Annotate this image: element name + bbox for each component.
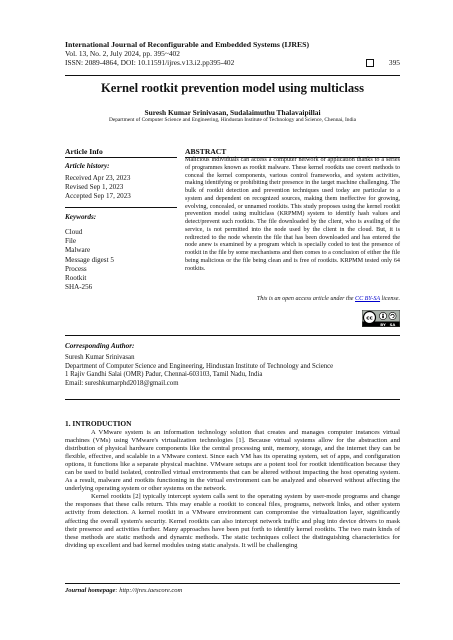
section-heading: 1. INTRODUCTION [65, 419, 132, 428]
footer-label: Journal homepage [65, 587, 116, 594]
intro-body [65, 429, 400, 550]
history-accepted: Accepted Sep 17, 2023 [65, 192, 131, 200]
badge-sa-text: SA [389, 321, 396, 327]
corr-name: Suresh Kumar Srinivasan [65, 354, 135, 361]
open-access-note [185, 296, 400, 302]
history-received: Received Apr 23, 2023 [65, 174, 131, 182]
issn-row [65, 58, 400, 67]
footer-rule [65, 583, 400, 584]
keyword: Cloud [65, 228, 83, 236]
page-number: 395 [388, 58, 400, 67]
article-history [65, 174, 177, 201]
license-link[interactable]: CC BY-SA [355, 296, 381, 302]
corresponding-rule [65, 335, 400, 336]
cc-by-sa-badge-icon[interactable] [362, 310, 400, 327]
abstract-text: Malicious individuals can access a computer network or application thanks to a series of programmes known as rootkit malware. These kernel rootkits use covert methods to conceal the kernel components, various control frameworks, and system activities, making identifying or prohibiting their presence in the target machine challenging. The bulk of rootkit detection and prevention techniques used today are particular to a system and dependent on recognized sources, making them ineffective for growing, evolving, concealed, or unnamed rootkits. This study proposes using the kernel rootkit prevention model using multiclass (KRPMM) system to identify hash values and detect/prevent such rootkits. The file downloaded by the client, who is availing of the service, is not permitted into the node used by the client in the cloud. But, it is redirected to the node wherein the file that has been downloaded and has entered the node anew is examined by a program which is specially coded to test the presence of rootkit in the file by some mechanisms and then comes to a conclusion of either the file being malicious or the file being clean and is free of rootkits. KRPMM tested only 64 rootkits. [185, 157, 400, 272]
corresponding-heading: Corresponding Author: [65, 342, 135, 350]
corr-email: Email: sureshkumarphd2018@gmail.com [65, 379, 179, 387]
article-info-heading: Article Info [65, 147, 103, 156]
keyword: Process [65, 264, 87, 273]
running-header [65, 40, 400, 67]
corresponding-bottom-rule [65, 399, 400, 400]
open-access-suffix: license. [380, 296, 400, 302]
volume-info: Vol. 13, No. 2, July 2024, pp. 395~402 [65, 49, 180, 58]
abstract-heading: ABSTRACT [185, 147, 227, 156]
paper-title: Kernel rootkit prevention model using multiclass [101, 81, 364, 95]
journal-name: International Journal of Reconfigurable and Embedded Systems (IJRES) [65, 40, 310, 49]
keywords-heading: Keywords: [65, 213, 97, 221]
badge-by-text: BY [380, 321, 386, 327]
checkbox-icon [366, 59, 374, 67]
badge-cc-text: cc [366, 315, 373, 322]
authors: Suresh Kumar Srinivasan, Sudalaimuthu Thalavaipillai [144, 108, 321, 117]
history-heading: Article history: [65, 162, 110, 170]
header-rule [65, 75, 400, 76]
issn-doi: ISSN: 2089-4864, DOI: 10.11591/ijres.v13.i2.pp395-402 [65, 58, 235, 67]
corr-department: Department of Computer Science and Engineering, Hindustan Institute of Technology and Science [65, 362, 334, 370]
footer: Journal homepage: http://ijres.iaescore.com [65, 587, 183, 594]
intro-paragraph-2: Kernel rootkits [2] typically intercept system calls sent to the operating system by user-mode programs and change the responses that these calls return. This may enable a rootkit to conceal files, programs, network links, and other system activity from detection. A kernel rootkit in a VMware environment can compromise the virtualization layer, significantly affecting the overall system's security. Kernel rootkits can also intercept network traffic and plug into device drivers to mask their presence and activities further. Many approaches have been put forth to identify kernel rootkits. The two main kinds of these methods are static methods and dynamic methods. The static techniques collect the distinguishing characteristics for dividing up excellent and bad kernel modules using static analysis. It will be challenging [65, 493, 400, 549]
keywords-rule [65, 207, 177, 208]
keyword: Rootkit [65, 274, 87, 283]
keywords-list [65, 228, 177, 292]
intro-paragraph-1: A VMware system is an information technology solution that creates and manages computer instances virtual machines (VMs) using VMware's virtualization technologies [1]. Because virtual systems allow for the abstraction and distribution of physical hardware components like the central processing unit, memory, storage, and the internet they can be flexible, effective, and scalable in a VMware context. Since each VM has its operating system, set of apps, and configuration options, it functions like a separate physical machine. VMware setups are a potent tool for rootkit identification because they can be used to build isolated, controlled virtual environments that can be altered without impacting the host operating system. As a result, malware and rootkits functioning in the virtual environment can be analyzed and observed without affecting the underlying operating system or other systems on the network. [65, 429, 400, 493]
keyword: SHA-256 [65, 283, 93, 292]
keyword: Malware [65, 246, 91, 255]
corr-address: 1 Rajiv Gandhi Salai (OMR) Padur, Chennai-603103, Tamil Nadu, India [65, 371, 263, 379]
corresponding-author [65, 354, 400, 388]
keyword: File [65, 237, 77, 246]
keyword: Message digest 5 [65, 255, 114, 264]
affiliation: Department of Computer Science and Engineering, Hindustan Institute of Technology and Science, Chennai, India [108, 117, 357, 123]
open-access-prefix: This is an open access article under the [256, 296, 356, 302]
history-revised: Revised Sep 1, 2023 [65, 183, 124, 191]
info-rule [65, 157, 177, 158]
footer-url[interactable]: http://ijres.iaescore.com [119, 587, 183, 594]
